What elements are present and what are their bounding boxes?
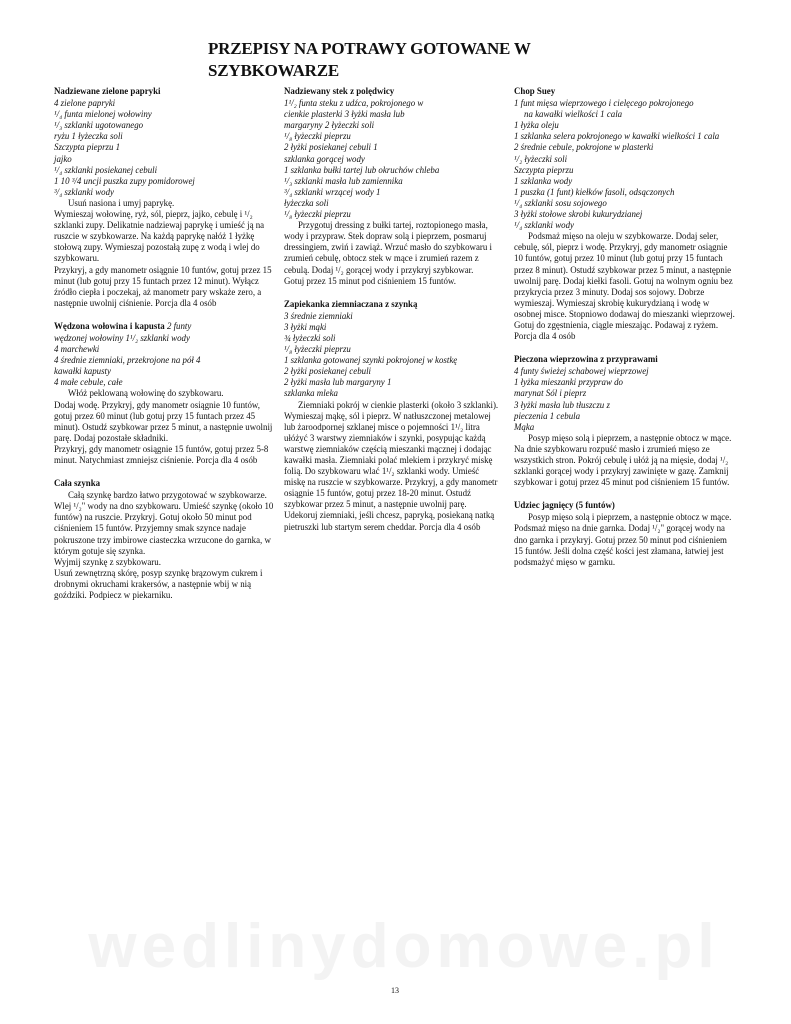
ingredient-line: 2 łyżki posiekanej cebuli xyxy=(284,366,371,377)
column-1 xyxy=(54,86,276,613)
method-text xyxy=(514,231,736,342)
method-paragraph: Przykryj, gdy manometr osiągnie 15 funtów, gotuj przez 5-8 minut. Natychmiast zmniejsz ciśnienie. Porcja dla 4 osób xyxy=(54,443,269,465)
ingredient-list xyxy=(284,98,502,220)
page-title xyxy=(208,38,628,82)
ingredient-line: 1 szklanka wody xyxy=(514,175,573,186)
method-paragraph: Całą szynkę bardzo łatwo przygotować w szybkowarze. Wlej ¹/₂" wody na dno szybkowaru. Umieść szynkę (około 10 funtów) na ruszcie. Przykryj. Gotuj około 50 minut pod ciśnieniem 15 funtów. Przyjemny smak szynce nadaje pokruszone trzy imbirowe ciasteczka wrzucone do garnka, w którym gotuje się szynka. xyxy=(54,490,274,556)
method-text xyxy=(284,220,502,287)
ingredient-line: Szczypta pieprzu xyxy=(514,164,574,175)
column-3 xyxy=(514,86,736,580)
ingredient-line: 2 średnie cebule, pokrojone w plasterki xyxy=(514,142,654,153)
ingredient-line: kawałki kapusty xyxy=(54,366,111,377)
ingredient-line: szklanka mleka xyxy=(284,388,338,399)
method-paragraph: Włóż peklowaną wołowinę do szybkowaru. xyxy=(68,388,224,399)
recipe-title-text: Pieczona wieprzowina z przyprawami xyxy=(514,354,658,365)
ingredient-line: 4 marchewki xyxy=(54,344,100,355)
method-text xyxy=(54,198,276,309)
page-title-line-1: PRZEPISY NA POTRAWY GOTOWANE W xyxy=(208,39,531,58)
method-text xyxy=(514,512,736,567)
ingredient-line: 4 średnie ziemniaki, przekrojone na pół 4 xyxy=(54,355,201,366)
ingredient-line: szklanka gorącej wody xyxy=(284,153,365,164)
ingredient-line: 1 10 ³/4 uncji puszka zupy pomidorowej xyxy=(54,175,195,186)
ingredient-line: 4 małe cebule, całe xyxy=(54,377,123,388)
recipe-title xyxy=(54,478,276,489)
ingredient-line: 1 szklanka gotowanej szynki pokrojonej w kostkę xyxy=(284,355,458,366)
ingredient-line: jajko xyxy=(54,153,72,164)
method-paragraph: Przygotuj dressing z bułki tartej, roztopionego masła, wody i przypraw. Stek dopraw solą i pieprzem, posmaruj dressingiem, zwiń i zawiąż. Wrzuć masło do szybkowaru i zrumień cebulę, obtocz stek w mące i zrumień razem z cebulą. Dodaj ¹/₂ gorącej wody i przykryj szybkowar. xyxy=(284,220,492,275)
ingredient-line: ¹/₄ szklanki posiekanej cebuli xyxy=(54,164,158,175)
ingredient-line: ¹/₈ łyżeczki pieprzu xyxy=(284,344,351,355)
method-paragraph: Wyjmij szynkę z szybkowaru. xyxy=(54,556,161,567)
recipe xyxy=(514,354,736,488)
method-paragraph: Przykryj, a gdy manometr osiągnie 10 funtów, gotuj przez 15 minut (lub gotuj przy 15 funtach przez 12 minut). Wyłącz źródło ciepła i poczekaj, aż manometr pary wskaże zero, a następnie uwolnij ciśnienie. Porcja dla 4 osób xyxy=(54,264,272,308)
ingredient-line: ¹/₄ funta mielonej wołowiny xyxy=(54,109,152,120)
method-paragraph: Dodaj wodę. Przykryj, gdy manometr osiągnie 10 funtów, gotuj przez 60 minut (lub gotuj przy 15 funtach przez 45 minut). Ostudź szybkowar przez 5 minut, a następnie uwolnij parę. Dodaj pozostałe składniki. xyxy=(54,399,273,443)
ingredient-line: cienkie plasterki 3 łyżki masła lub xyxy=(284,109,405,120)
recipe-title xyxy=(514,500,736,511)
method-paragraph: Wymieszaj wołowinę, ryż, sól, pieprz, jajko, cebulę i ¹/₂ szklanki zupy. Delikatnie nadziewaj paprykę i umieść ją na ruszcie w szybkowarze. Na każdą paprykę nałóż 1 łyżkę stołową zupy. Wymieszaj pozostałą zupę z wodą i wlej do szybkowaru. xyxy=(54,209,265,264)
ingredient-line: 3 średnie ziemniaki xyxy=(284,310,353,321)
ingredient-line: 1 szklanka bułki tartej lub okruchów chleba xyxy=(284,164,440,175)
method-paragraph: Usuń nasiona i umyj paprykę. xyxy=(68,197,175,208)
ingredient-list xyxy=(514,98,736,231)
ingredient-line: na kawałki wielkości 1 cala xyxy=(524,109,623,120)
recipe-title xyxy=(514,354,736,365)
page-number: 13 xyxy=(391,986,399,995)
ingredient-line: ³/₄ szklanki wrzącej wody 1 xyxy=(284,186,381,197)
recipe xyxy=(514,500,736,568)
recipe-title xyxy=(54,321,276,332)
method-paragraph: Podsmaż mięso na oleju w szybkowarze. Dodaj seler, cebulę, sól, pieprz i wodę. Przykryj, gdy manometr osiągnie 10 funtów, gotuj przez 10 minut (lub gotuj przy 15 funtach przez 8 minut). Ostudź szybkowar przez 5 minut, a następnie uwolnij parę. Dodaj kiełki fasoli. Gotuj na wolnym ogniu bez przykrycia przez 3 minuty. Dodaj sos sojowy. Dobrze wymieszaj. Wymieszaj skrobię kukurydzianą i wodę w osobnej misce. Stopniowo dodawaj do mieszanki wieprzowej. Gotuj do zgęstnienia, ciągle mieszając. Podawaj z ryżem. xyxy=(514,231,735,330)
ingredient-line: 2 łyżki posiekanej cebuli 1 xyxy=(284,142,378,153)
recipe xyxy=(514,86,736,342)
ingredient-line: 3 łyżki stołowe skrobi kukurydzianej xyxy=(514,209,643,220)
ingredient-line: pieczenia 1 cebula xyxy=(514,410,581,421)
ingredient-line: ryżu 1 łyżeczka soli xyxy=(54,131,123,142)
ingredient-line: 4 funty świeżej schabowej wieprzowej xyxy=(514,366,649,377)
method-paragraph: Porcja dla 4 osób xyxy=(514,331,576,342)
method-text xyxy=(284,400,502,533)
ingredient-line: 3 łyżki masła lub tłuszczu z xyxy=(514,399,610,410)
ingredient-line: ³/₄ szklanki wody xyxy=(54,186,114,197)
ingredient-line: Szczypta pieprzu 1 xyxy=(54,142,121,153)
recipe-title xyxy=(54,86,276,97)
recipe-title xyxy=(284,86,502,97)
method-text xyxy=(54,388,276,466)
ingredient-list xyxy=(54,98,276,198)
ingredient-line: 4 zielone papryki xyxy=(54,98,116,109)
method-text xyxy=(514,433,736,488)
method-paragraph: Posyp mięso solą i pieprzem, a następnie obtocz w mące. Na dnie szybkowaru rozpuść masło i zrumień mięso ze wszystkich stron. Pokrój cebulę i ułóż ją na mięsie, dodaj ¹/₂ szklanki gorącej wody i przykryj zawinięte w gazę. Zamknij szybkowar i gotuj przez 45 minut pod ciśnieniem 15 funtów. xyxy=(514,432,732,488)
ingredient-line: ¾ łyżeczki soli xyxy=(284,332,336,343)
ingredient-line: ¹/₄ szklanki wody xyxy=(514,220,574,231)
ingredient-line: 1 szklanka selera pokrojonego w kawałki wielkości 1 cala xyxy=(514,131,720,142)
recipe-title xyxy=(514,86,736,97)
ingredient-line: 1 funt mięsa wieprzowego i cielęcego pokrojonego xyxy=(514,98,694,109)
ingredient-line: 3 łyżki mąki xyxy=(284,321,327,332)
recipe-title-suffix: 2 funty xyxy=(164,320,192,331)
ingredient-line: 1 łyżka oleju xyxy=(514,120,559,131)
ingredient-line: ¹/₈ łyżeczki pieprzu xyxy=(284,131,351,142)
watermark: wedlinydomowe.pl xyxy=(88,912,720,981)
recipe xyxy=(54,321,276,466)
recipe xyxy=(284,299,502,533)
ingredient-line: 2 łyżki masła lub margaryny 1 xyxy=(284,377,392,388)
method-paragraph: Usuń zewnętrzną skórę, posyp szynkę brązowym cukrem i drobnymi okruchami krakersów, a następnie wbij w nią goździki. Podpiecz w piekarniku. xyxy=(54,567,263,601)
ingredient-line: ¹/₃ szklanki ugotowanego xyxy=(54,120,144,131)
ingredient-line: łyżeczka soli xyxy=(284,197,329,208)
recipe-title-text: Chop Suey xyxy=(514,86,556,96)
recipe-title-text: Cała szynka xyxy=(54,478,101,489)
method-paragraph: Ziemniaki pokrój w cienkie plasterki (około 3 szklanki). Wymieszaj mąkę, sól i pieprz. W natłuszczonej metalowej lub żaroodpornej szklanej misce o pojemności 1¹/₂ litra ułóżyć 3 warstwy ziemniaków i szynki, posypując każdą warstwę ziemniaków częścią mieszanki mącznej i dodając kawałki masła. Ziemniaki polać mlekiem i przykryć miskę folią. Do szybkowaru wlać 1¹/₂ szklanki wody. Umieść miskę na ruszcie w szybkowarze. Przykryj, a gdy manometr osiągnie 15 funtów, gotuj przez 18-20 minut. Ostudź szybkowar przez 5 minut, a następnie uwolnij parę. Udekoruj ziemniaki, jeśli chcesz, papryką, posiekaną natką pietruszki lub startym serem cheddar. Porcja dla 4 osób xyxy=(284,399,499,532)
recipe-title-text: Nadziewane zielone papryki xyxy=(54,86,161,96)
ingredient-line: marynat Sól i pieprz xyxy=(514,388,587,399)
method-paragraph: Posyp mięso solą i pieprzem, a następnie obtocz w mące. Podsmaż mięso na dnie garnka. Dodaj ¹/₂" gorącej wody na dno garnka i przykryj. Gotuj przez 50 minut pod ciśnieniem 15 funtów. Jeśli dolna część kości jest złamana, łatwiej jest podsmażyć mięso w garnku. xyxy=(514,512,732,567)
method-paragraph: Gotuj przez 15 minut pod ciśnieniem 15 funtów. xyxy=(284,275,456,286)
ingredient-line: 1 puszka (1 funt) kiełków fasoli, odsączonych xyxy=(514,186,675,197)
column-2 xyxy=(284,86,502,545)
recipe-title-text: Wędzona wołowina i kapusta xyxy=(54,320,165,331)
ingredient-list xyxy=(514,366,736,433)
recipe-title xyxy=(284,299,502,310)
page-title-line-2: SZYBKOWARZE xyxy=(208,61,340,80)
recipe xyxy=(284,86,502,287)
ingredient-line: wędzonej wołowiny 1¹/₂ szklanki wody xyxy=(54,332,190,343)
ingredient-line: margaryny 2 łyżeczki soli xyxy=(284,120,375,131)
ingredient-line: ¹/₃ szklanki masła lub zamiennika xyxy=(284,175,403,186)
recipe-title-text: Nadziewany stek z polędwicy xyxy=(284,86,395,96)
ingredient-line: ¹/₄ szklanki sosu sojowego xyxy=(514,197,607,208)
recipe-title-text: Udziec jagnięcy (5 funtów) xyxy=(514,500,615,511)
recipe xyxy=(54,86,276,309)
ingredient-line: Mąka xyxy=(514,421,535,432)
recipe xyxy=(54,478,276,601)
ingredient-line: ¹/₈ łyżeczki pieprzu xyxy=(284,209,351,220)
recipe-title-text: Zapiekanka ziemniaczana z szynką xyxy=(284,298,418,309)
method-text xyxy=(54,490,276,601)
ingredient-line: ¹/₂ łyżeczki soli xyxy=(514,153,568,164)
ingredient-list xyxy=(54,333,276,388)
ingredient-line: 1¹/₂ funta steku z udźca, pokrojonego w xyxy=(284,98,424,109)
ingredient-list xyxy=(284,311,502,400)
ingredient-line: 1 łyżka mieszanki przypraw do xyxy=(514,377,623,388)
